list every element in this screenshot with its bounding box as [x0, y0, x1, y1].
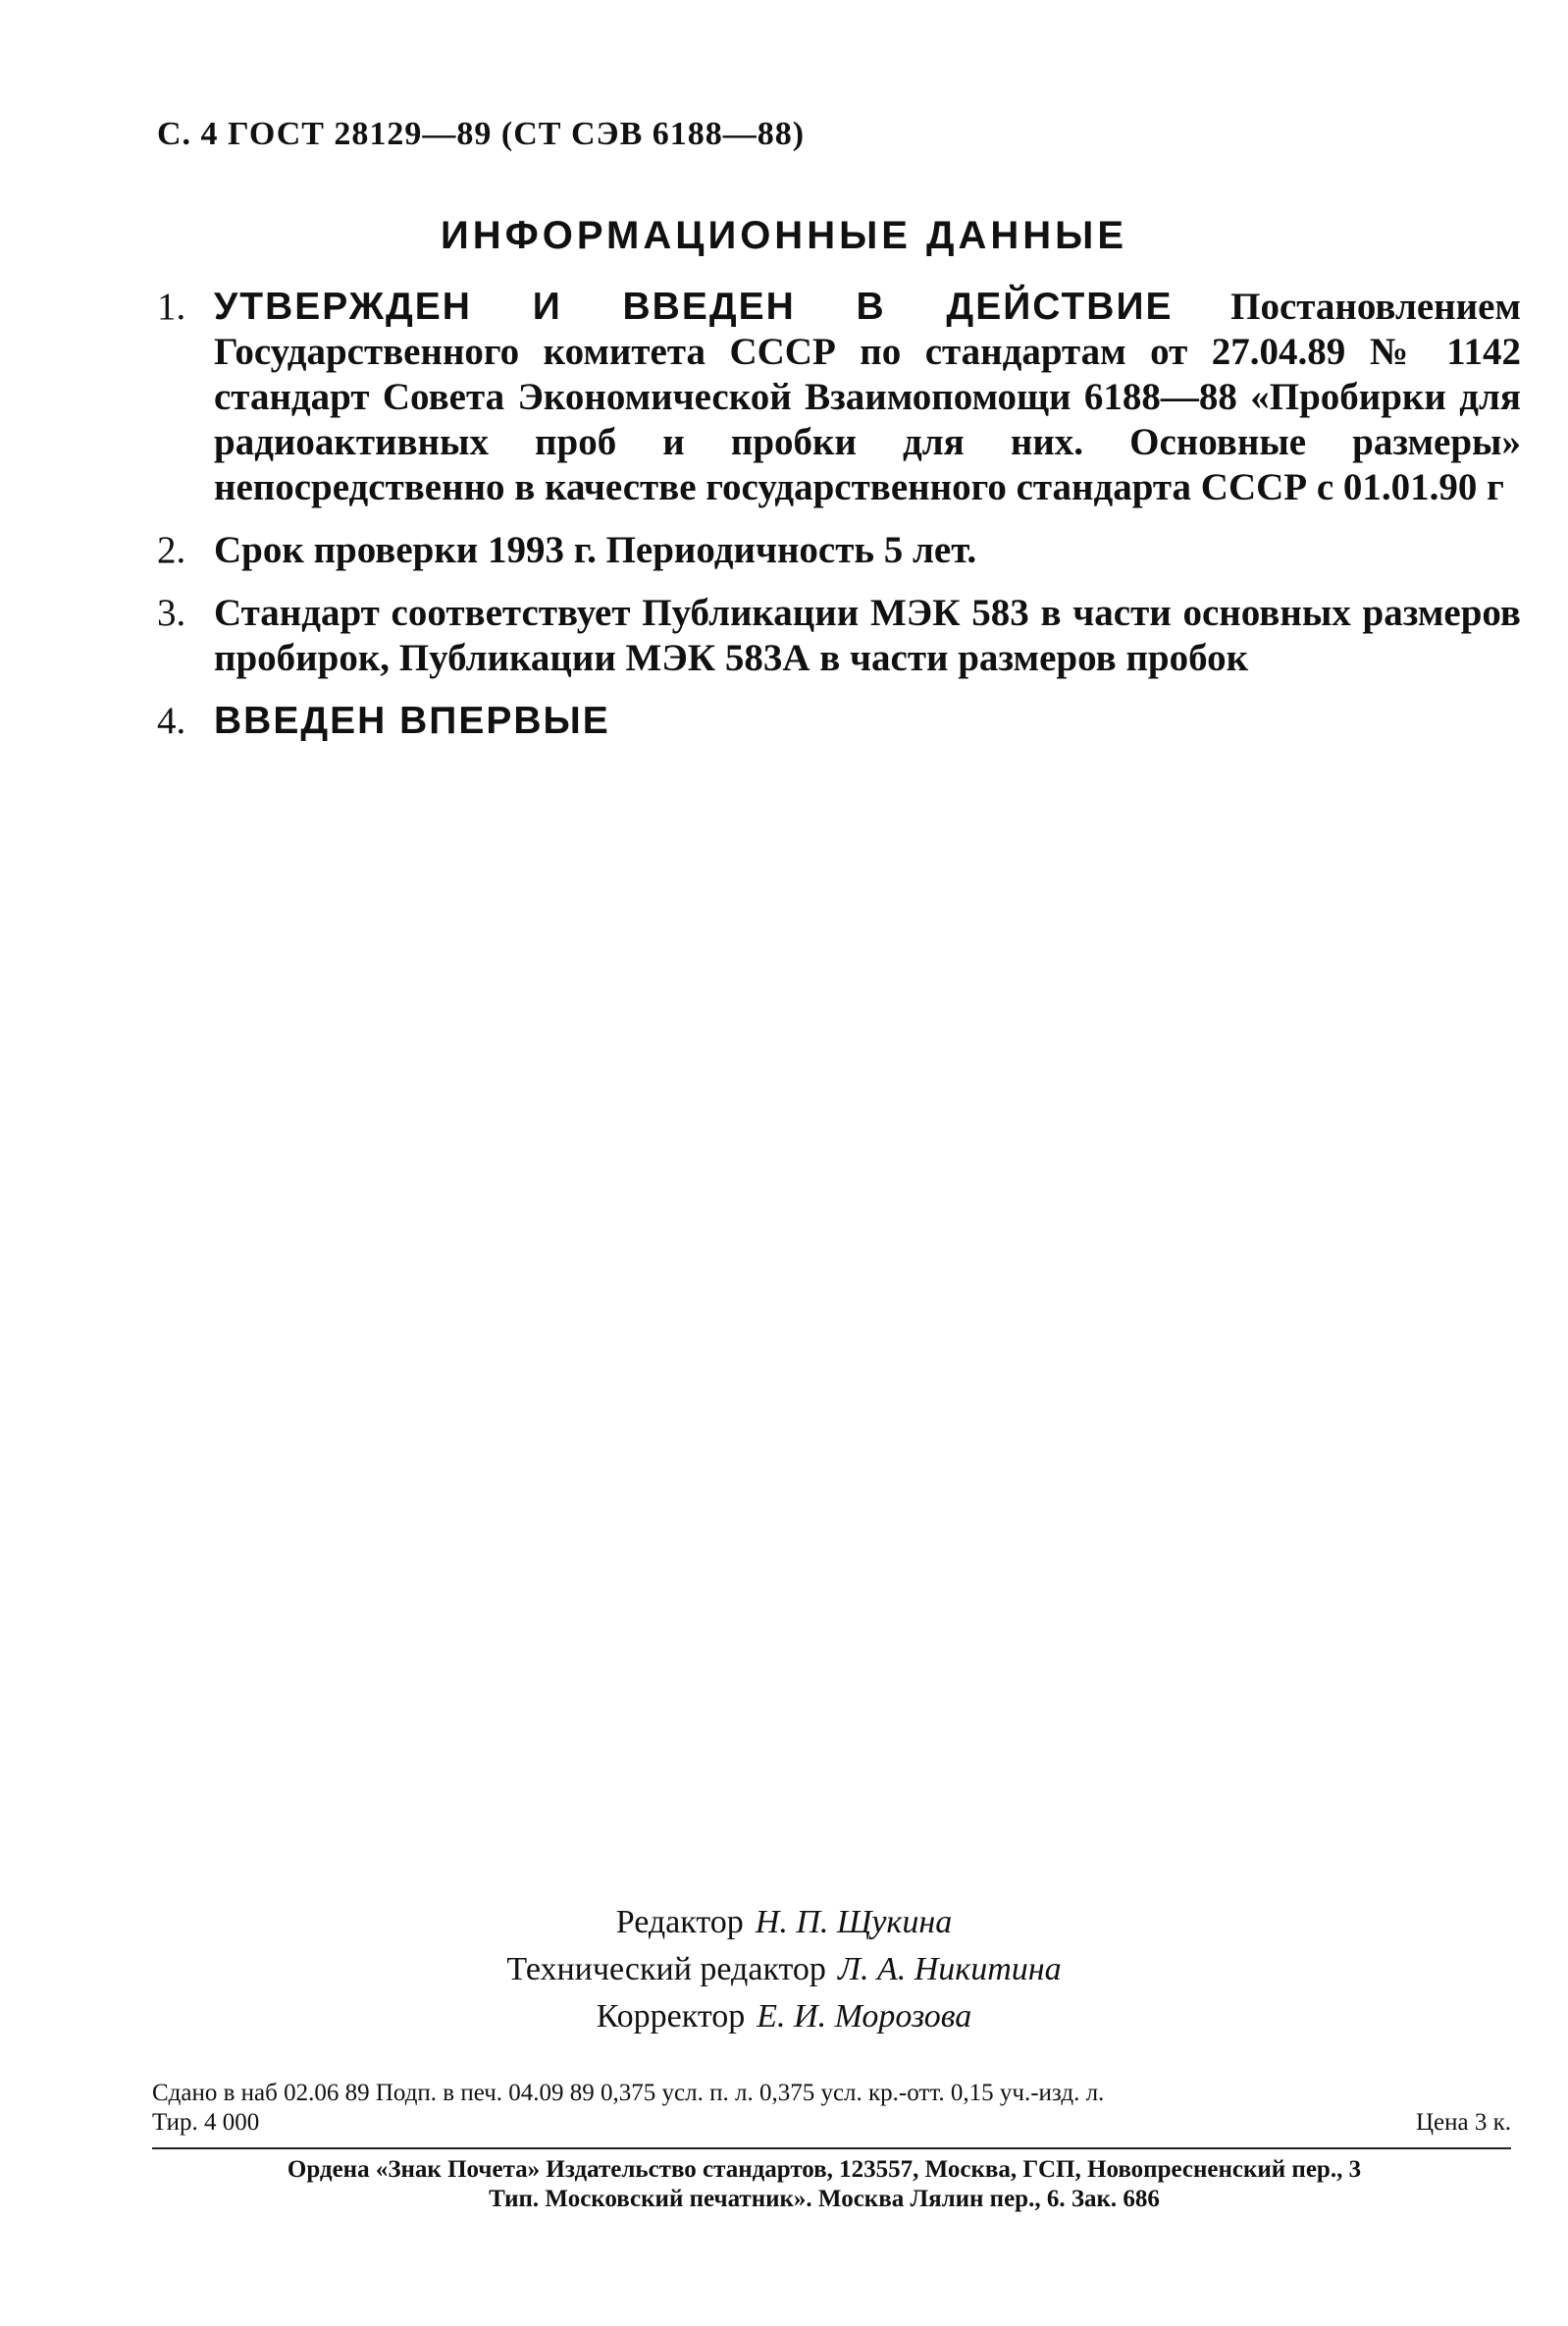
- item-lead: ВВЕДЕН ВПЕРВЫЕ: [214, 700, 610, 742]
- item-text: [214, 285, 1521, 510]
- item-text: [214, 528, 1521, 573]
- item-body: Стандарт соответствует Публикации МЭК 583 в части основных размеров пробирок, Публикации МЭК 583А в части размеров пробок: [214, 592, 1521, 679]
- editor-role: Редактор: [615, 1904, 744, 1940]
- divider: [152, 2147, 1511, 2149]
- item-body: Постановлением Государственного комитета СССР по стандартам от 27.04.89 № 1142 стандарт Совета Экономической Взаимопомощи 6188—88 «Пробирки для радиоактивных проб и пробки для них. Основные размеры» непосредственно в качестве государственного стандарта СССР с 01.01.90 г: [214, 286, 1521, 508]
- section-title: ИНФОРМАЦИОННЫЕ ДАННЫЕ: [440, 214, 1128, 257]
- proofreader-role: Корректор: [596, 1998, 746, 2035]
- item-number: 1.: [157, 286, 186, 328]
- list-item: [157, 591, 1521, 681]
- price: Цена 3 к.: [1415, 2109, 1511, 2136]
- tech-editor-role: Технический редактор: [506, 1951, 826, 1987]
- credits-block: [0, 1899, 1568, 2040]
- running-head: С. 4 ГОСТ 28129—89 (СТ СЭВ 6188—88): [157, 116, 806, 152]
- list-item: [157, 285, 1521, 510]
- item-number: 2.: [157, 529, 186, 571]
- item-text: [214, 591, 1521, 681]
- imprint-second-line: [152, 2108, 1511, 2138]
- printer-block: [137, 2155, 1511, 2214]
- info-list: [157, 285, 1521, 762]
- item-text: [214, 699, 1521, 744]
- item-body: Срок проверки 1993 г. Периодичность 5 лет.: [214, 529, 977, 571]
- list-item: [157, 699, 1521, 744]
- tech-editor-line: [0, 1946, 1568, 1993]
- proofreader-line: [0, 1993, 1568, 2040]
- item-number: 4.: [157, 700, 186, 742]
- editor-name: Н. П. Щукина: [755, 1904, 953, 1940]
- editor-line: [0, 1899, 1568, 1946]
- circulation: Тир. 4 000: [152, 2109, 260, 2136]
- list-item: [157, 528, 1521, 573]
- printing-house-line: Тип. Московский печатник». Москва Лялин пер., 6. Зак. 686: [489, 2186, 1160, 2212]
- imprint-dates-line: Сдано в наб 02.06 89 Подп. в печ. 04.09 89 0,375 усл. п. л. 0,375 усл. кр.-отт. 0,15 уч.-изд. л.: [152, 2080, 1105, 2106]
- tech-editor-name: Л. А. Никитина: [837, 1951, 1062, 1987]
- imprint-block: [152, 2079, 1511, 2138]
- publisher-line: Ордена «Знак Почета» Издательство стандартов, 123557, Москва, ГСП, Новопресненский пер., 3: [287, 2156, 1362, 2183]
- proofreader-name: Е. И. Морозова: [757, 1998, 972, 2035]
- item-lead: УТВЕРЖДЕН И ВВЕДЕН В ДЕЙСТВИЕ: [214, 286, 1174, 328]
- item-number: 3.: [157, 592, 186, 634]
